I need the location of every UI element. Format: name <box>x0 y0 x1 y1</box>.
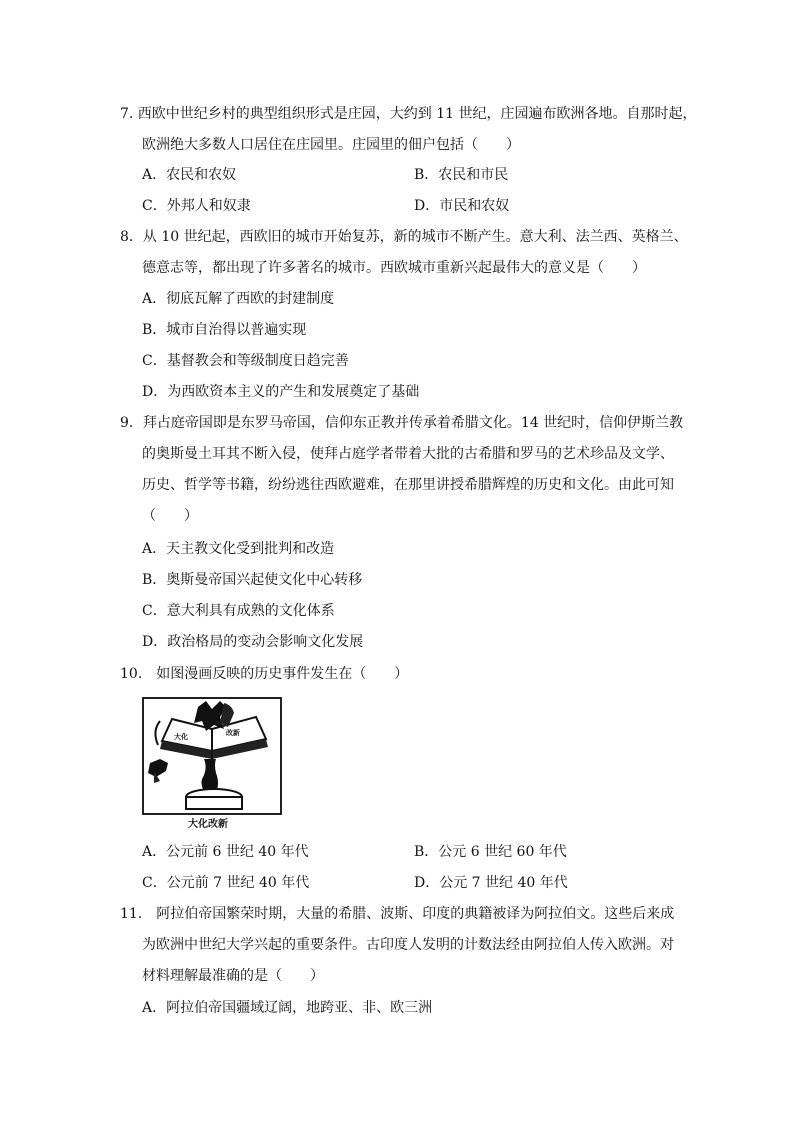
cartoon-figure <box>142 697 282 815</box>
q7-option-d: D．市民和农奴 <box>414 198 510 214</box>
q9-stem-line-1: 9．拜占庭帝国即是东罗马帝国，信仰东正教并传承着希腊文化。14 世纪时，信仰伊斯兰教 <box>120 415 684 431</box>
q8-option-c: C．基督教会和等级制度日趋完善 <box>142 353 349 369</box>
q7-option-b: B．农民和市民 <box>414 167 509 183</box>
q10-option-a: A．公元前 6 世纪 40 年代 <box>142 844 309 860</box>
q11-stem-line-3: 材料理解最准确的是（ ） <box>142 968 324 984</box>
q9-option-a: A．天主教文化受到批判和改造 <box>142 541 335 557</box>
figure-label-left: 大化 <box>174 733 188 741</box>
q10-option-d: D．公元 7 世纪 40 年代 <box>414 875 568 891</box>
q10-option-b: B．公元 6 世纪 60 年代 <box>414 844 567 860</box>
q11-stem-line-2: 为欧洲中世纪大学兴起的重要条件。古印度人发明的计数法经由阿拉伯人传入欧洲。对 <box>142 937 674 953</box>
q8-option-b: B．城市自治得以普遍实现 <box>142 322 307 338</box>
q7-option-c: C．外邦人和奴隶 <box>142 198 251 214</box>
q9-stem-line-2: 的奥斯曼土耳其不断入侵，使拜占庭学者带着大批的古希腊和罗马的艺术珍品及文学、 <box>142 446 674 462</box>
q7-stem-line-2: 欧洲绝大多数人口居住在庄园里。庄园里的佃户包括（ ） <box>142 137 520 153</box>
q10-stem-line-1: 10. 如图漫画反映的历史事件发生在（ ） <box>120 666 409 682</box>
q8-stem-line-2: 德意志等，都出现了许多著名的城市。西欧城市重新兴起最伟大的意义是（ ） <box>142 260 646 276</box>
q9-stem-line-3: 历史、哲学等书籍，纷纷逃往西欧避难，在那里讲授希腊辉煌的历史和文化。由此可知 <box>142 477 674 493</box>
q9-stem-line-4: （ ） <box>142 508 198 524</box>
q8-stem-line-1: 8．从 10 世纪起，西欧旧的城市开始复苏，新的城市不断产生。意大利、法兰西、英格兰、 <box>120 229 688 245</box>
q8-option-d: D．为西欧资本主义的产生和发展奠定了基础 <box>142 384 420 400</box>
q10-option-c: C．公元前 7 世纪 40 年代 <box>142 875 310 891</box>
q9-option-d: D．政治格局的变动会影响文化发展 <box>142 634 364 650</box>
figure-label-right: 改新 <box>226 729 240 737</box>
q7-option-a: A．农民和农奴 <box>142 167 237 183</box>
q9-option-c: C．意大利具有成熟的文化体系 <box>142 603 335 619</box>
q9-option-b: B．奥斯曼帝国兴起使文化中心转移 <box>142 572 363 588</box>
q7-stem-line-1: 7. 西欧中世纪乡村的典型组织形式是庄园，大约到 11 世纪，庄园遍布欧洲各地。自那时起， <box>120 106 697 122</box>
q11-option-a: A．阿拉伯帝国疆域辽阔，地跨亚、非、欧三洲 <box>142 1000 433 1016</box>
figure-caption: 大化改新 <box>188 819 228 830</box>
q8-option-a: A．彻底瓦解了西欧的封建制度 <box>142 291 335 307</box>
q11-stem-line-1: 11. 阿拉伯帝国繁荣时期，大量的希腊、波斯、印度的典籍被译为阿拉伯文。这些后来成 <box>120 906 675 922</box>
cartoon-drawing <box>144 699 280 813</box>
